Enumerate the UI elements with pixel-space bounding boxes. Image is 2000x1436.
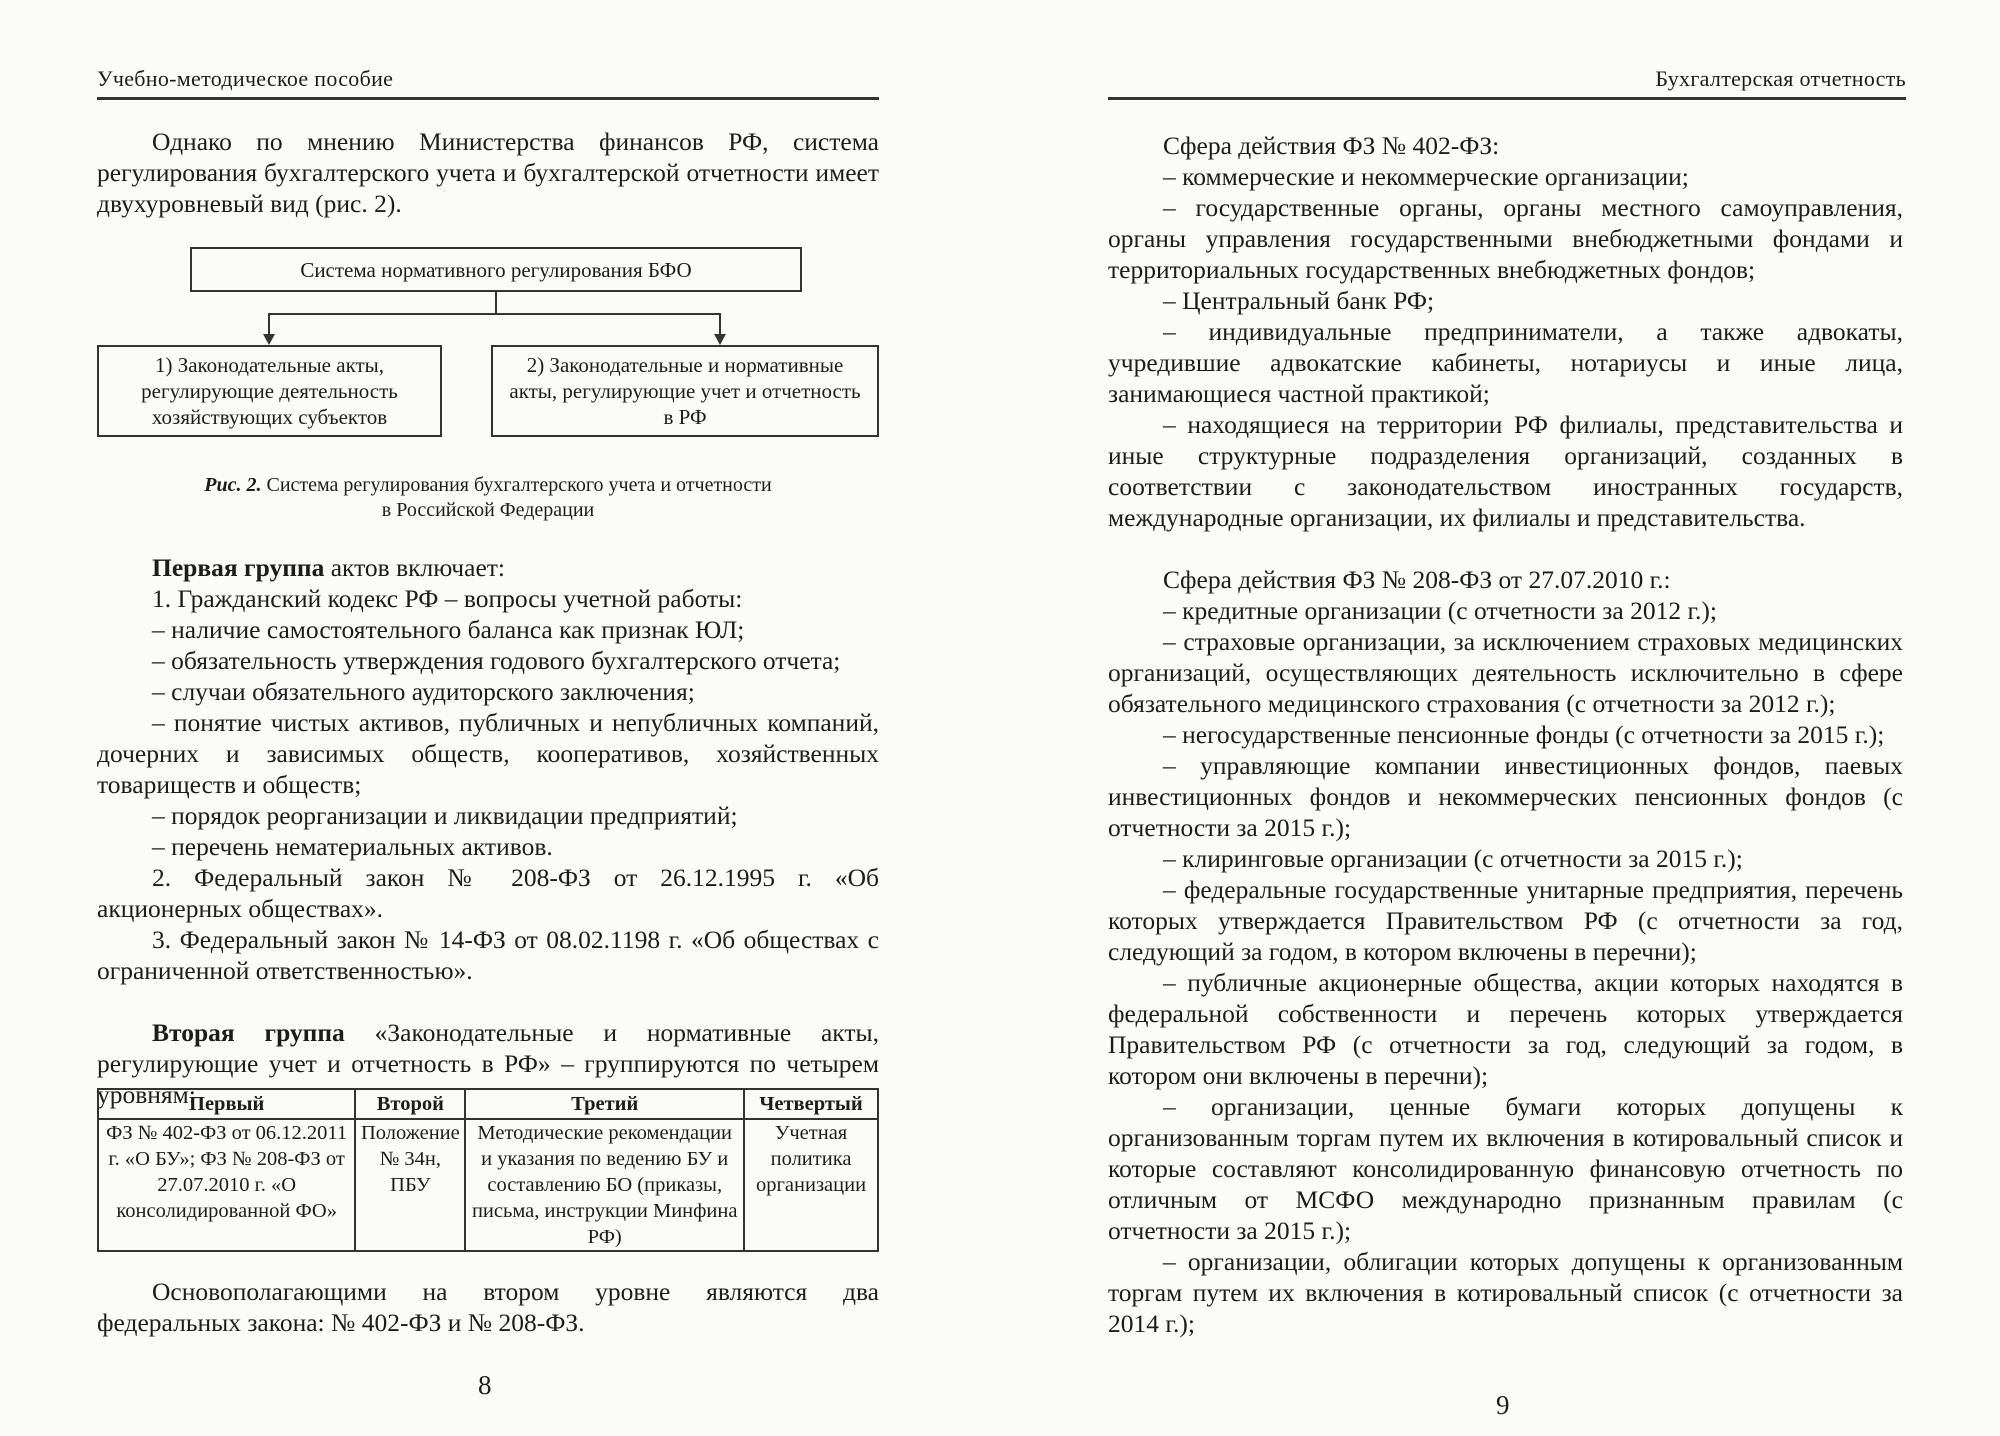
diagram-connector-right bbox=[719, 313, 721, 335]
list-item: – организации, облигации которых допущены к организованным торгам путем их включения в котировальный список (с отчетности за 2014 г.); bbox=[1108, 1247, 1903, 1338]
list-item: – кредитные организации (с отчетности за 2012 г.); bbox=[1163, 596, 1717, 625]
list-item: – публичные акционерные общества, акции которых находятся в федеральной собственности и перечень которых утверждается Правительством РФ (с отчетности за год, следующий за годом, в котором они включены в перечни); bbox=[1108, 968, 1903, 1090]
group1-lead bbox=[97, 552, 879, 583]
table-header: Первый bbox=[98, 1089, 355, 1119]
figure-caption bbox=[97, 473, 879, 523]
page-number-left: 8 bbox=[478, 1370, 492, 1400]
list-item: – управляющие компании инвестиционных фондов, паевых инвестиционных фондов и некоммерческих пенсионных фондов (с отчетности за 2015 г.); bbox=[1108, 751, 1903, 842]
list-item: – клиринговые организации (с отчетности за 2015 г.); bbox=[1163, 844, 1743, 873]
caption-label: Рис. 2. bbox=[204, 474, 262, 496]
diagram-connector-left bbox=[268, 313, 270, 335]
list-item: 2. Федеральный закон № 208-ФЗ от 26.12.1995 г. «Об акционерных обществах». bbox=[97, 863, 879, 923]
arrow-down-icon bbox=[263, 334, 275, 345]
right-page bbox=[1000, 0, 2000, 1436]
list-item: – понятие чистых активов, публичных и непубличных компаний, дочерних и зависимых обществ, кооперативов, хозяйственных товариществ и обществ; bbox=[97, 708, 879, 799]
table-cell: Учетная политика организации bbox=[744, 1119, 878, 1251]
intro-paragraph bbox=[97, 126, 879, 219]
list-item: – индивидуальные предприниматели, а также адвокаты, учредившие адвокатские кабинеты, нотариусы и иные лица, занимающиеся частной практикой; bbox=[1108, 317, 1903, 408]
list-item: – Центральный банк РФ; bbox=[1163, 286, 1435, 315]
table-header: Третий bbox=[465, 1089, 744, 1119]
diagram-box-group1: 1) Законодательные акты, регулирующие деятельность хозяйствующих субъектов bbox=[97, 345, 442, 437]
list-item: – находящиеся на территории РФ филиалы, представительства и иные структурные подразделения организаций, созданных в соответствии с законодательством иностранных государств, международные организации, их филиалы и представительства. bbox=[1108, 410, 1903, 532]
intro-text: Однако по мнению Министерства финансов РФ, система регулирования бухгалтерского учета и бухгалтерской отчетности имеет двухуровневый вид (рис. 2). bbox=[97, 127, 879, 218]
running-head-right: Бухгалтерская отчетность bbox=[1655, 66, 1906, 91]
list-item: – обязательность утверждения годового бухгалтерского отчета; bbox=[152, 646, 841, 675]
table-header-row bbox=[98, 1089, 878, 1119]
group2-lead-rest: «Законодательные и нормативные акты, регулирующие учет и отчетность в РФ» – группируются по четырем уровням: bbox=[97, 1018, 879, 1109]
scope-section bbox=[1108, 130, 1903, 1339]
list-item: 1. Гражданский кодекс РФ – вопросы учетной работы: bbox=[152, 584, 743, 613]
table-cell: ФЗ № 402-ФЗ от 06.12.2011 г. «О БУ»; ФЗ № 208-ФЗ от 27.07.2010 г. «О консолидированной ФО» bbox=[98, 1119, 355, 1251]
scope208-title: Сфера действия ФЗ № 208-ФЗ от 27.07.2010 г.: bbox=[1163, 565, 1671, 594]
table-header: Четвертый bbox=[744, 1089, 878, 1119]
table-cell: Методические рекомендации и указания по ведению БУ и составлению БО (приказы, письма, инструкции Минфина РФ) bbox=[465, 1119, 744, 1251]
diagram-connector-horizontal bbox=[268, 313, 720, 315]
group2-lead-bold: Вторая группа bbox=[152, 1018, 345, 1047]
levels-table bbox=[97, 1088, 879, 1252]
list-item: – случаи обязательного аудиторского заключения; bbox=[152, 677, 695, 706]
list-item: – негосударственные пенсионные фонды (с отчетности за 2015 г.); bbox=[1163, 720, 1885, 749]
list-item: – порядок реорганизации и ликвидации предприятий; bbox=[152, 801, 738, 830]
table-header: Второй bbox=[355, 1089, 465, 1119]
table-cell: Положение № 34н, ПБУ bbox=[355, 1119, 465, 1251]
caption-text-line2: в Российской Федерации bbox=[381, 499, 595, 521]
closing-text: Основополагающими на втором уровне являются два федеральных закона: № 402-ФЗ и № 208-ФЗ. bbox=[97, 1277, 879, 1337]
arrow-down-icon bbox=[714, 334, 726, 345]
page-number-right: 9 bbox=[1496, 1390, 1510, 1420]
list-item: – государственные органы, органы местного самоуправления, органы управления государственными внебюджетными фондами и территориальных государственных внебюджетных фондов; bbox=[1108, 193, 1903, 284]
list-item: – страховые организации, за исключением страховых медицинских организаций, осуществляющих деятельность исключительно в сфере обязательного медицинского страхования (с отчетности за 2012 г.); bbox=[1108, 627, 1903, 718]
scope402-title: Сфера действия ФЗ № 402-ФЗ: bbox=[1163, 131, 1500, 160]
table-row bbox=[98, 1119, 878, 1251]
header-rule-left bbox=[97, 97, 879, 100]
group1-lead-rest: актов включает: bbox=[324, 553, 505, 582]
closing-paragraph bbox=[97, 1276, 879, 1338]
header-rule-right bbox=[1108, 97, 1906, 100]
list-item: – наличие самостоятельного баланса как признак ЮЛ; bbox=[152, 615, 745, 644]
running-head-left: Учебно-методическое пособие bbox=[97, 66, 394, 91]
group1-lead-bold: Первая группа bbox=[152, 553, 325, 582]
diagram-root-box: Система нормативного регулирования БФО bbox=[190, 247, 802, 292]
list-item: – организации, ценные бумаги которых допущены к организованным торгам путем их включения в котировальный список и которые составляют консолидированную финансовую отчетность по отличным от МСФО международно признанным правилам (с отчетности за 2015 г.); bbox=[1108, 1092, 1903, 1245]
list-item: – федеральные государственные унитарные предприятия, перечень которых утверждается Правительством РФ (с отчетности за год, следующий за годом, в котором включены в перечни); bbox=[1108, 875, 1903, 966]
group-one-section bbox=[97, 552, 879, 1110]
list-item: – коммерческие и некоммерческие организации; bbox=[1163, 162, 1689, 191]
diagram-box-group2: 2) Законодательные и нормативные акты, регулирующие учет и отчетность в РФ bbox=[491, 345, 879, 437]
caption-text: Система регулирования бухгалтерского учета и отчетности bbox=[266, 474, 772, 496]
list-item: – перечень нематериальных активов. bbox=[152, 832, 553, 861]
list-item: 3. Федеральный закон № 14-ФЗ от 08.02.1198 г. «Об обществах с ограниченной ответственностью». bbox=[97, 925, 879, 985]
diagram-connector-vertical bbox=[495, 292, 497, 314]
